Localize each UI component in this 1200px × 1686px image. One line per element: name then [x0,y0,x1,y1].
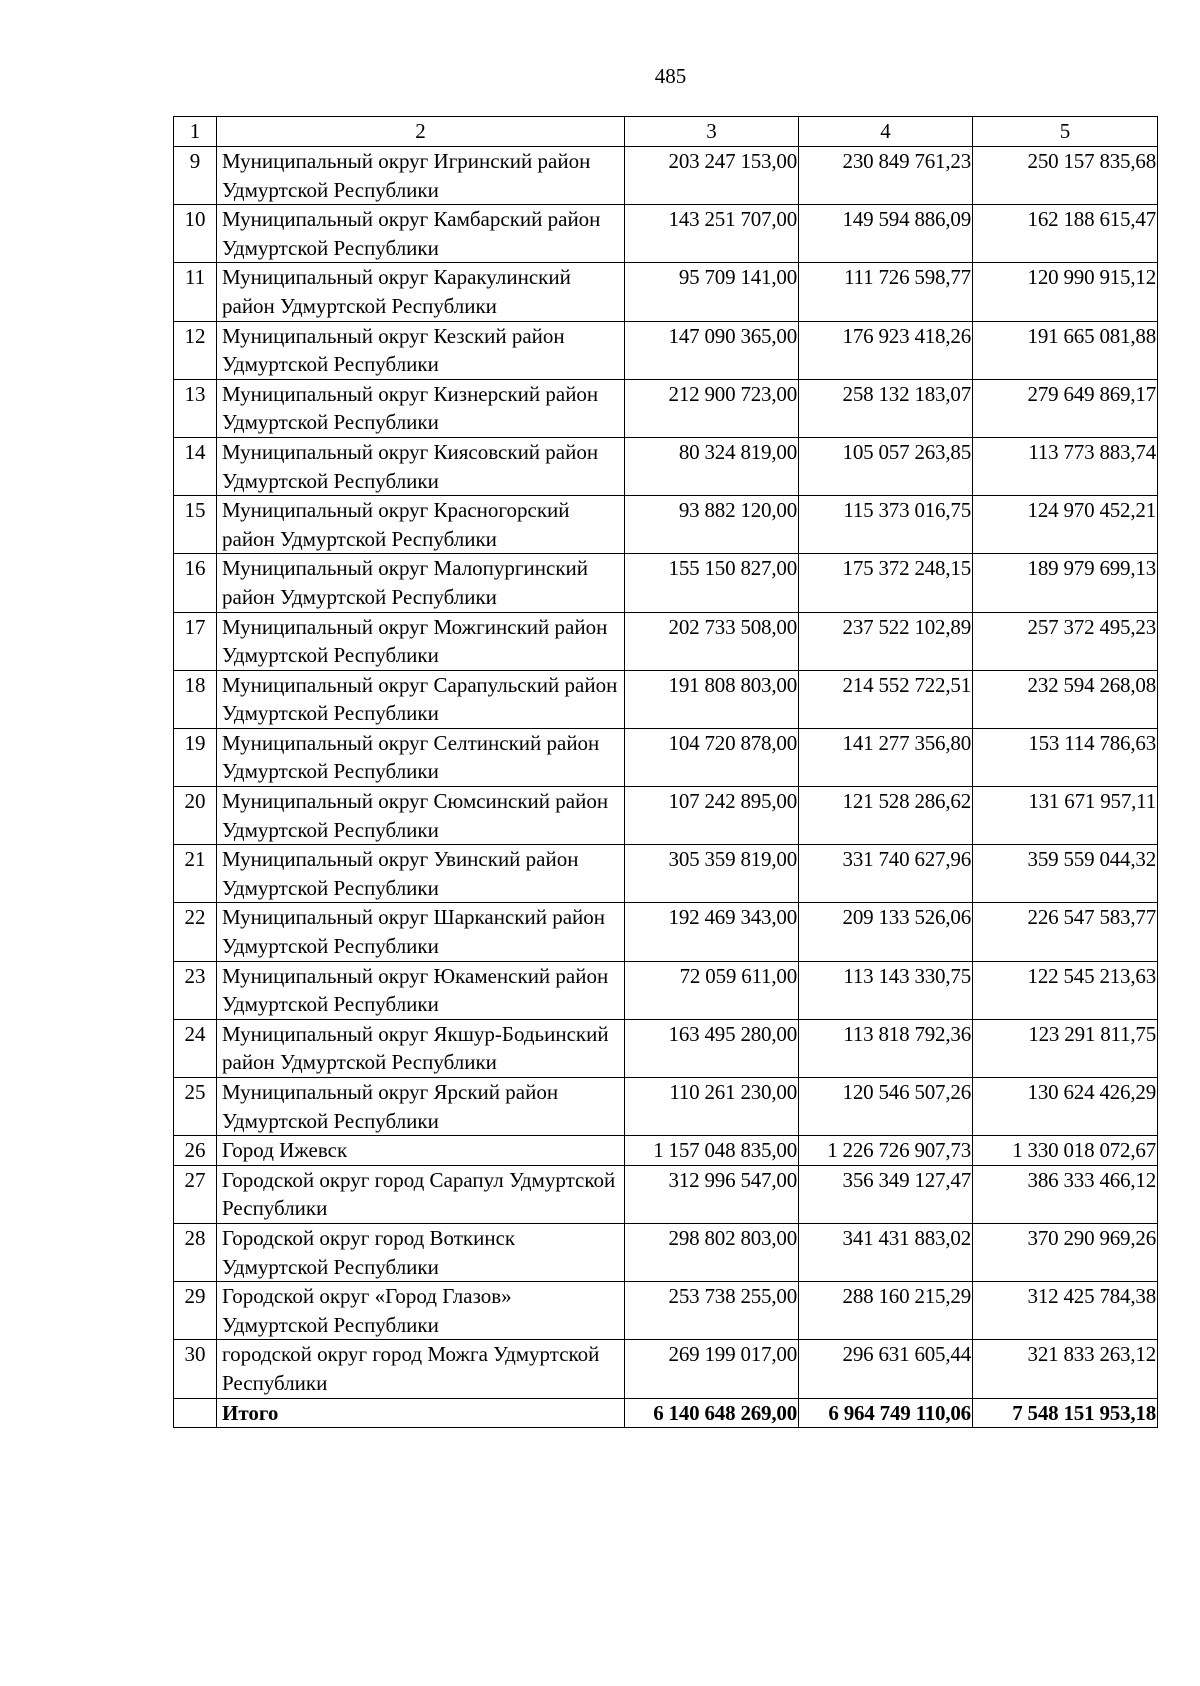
amount-column-5: 1 330 018 072,67 [973,1136,1158,1166]
amount-column-5: 232 594 268,08 [973,670,1158,728]
amount-column-4: 214 552 722,51 [799,670,973,728]
amount-column-4: 341 431 883,02 [799,1223,973,1281]
row-number: 21 [174,845,217,903]
municipality-name: Муниципальный округ Кизнерский район Удмуртской Республики [217,379,625,437]
amount-column-5: 113 773 883,74 [973,437,1158,495]
amount-column-3: 191 808 803,00 [625,670,799,728]
table-row [174,437,1158,495]
table-row [174,321,1158,379]
table-row [174,496,1158,554]
row-number: 24 [174,1019,217,1077]
amount-column-3: 147 090 365,00 [625,321,799,379]
amount-column-3: 93 882 120,00 [625,496,799,554]
amount-column-4: 113 143 330,75 [799,961,973,1019]
total-column-5: 7 548 151 953,18 [973,1398,1158,1428]
column-header-2: 2 [217,117,625,147]
row-number: 14 [174,437,217,495]
amount-column-4: 121 528 286,62 [799,787,973,845]
row-number: 29 [174,1282,217,1340]
table-row [174,1019,1158,1077]
municipality-name: Муниципальный округ Камбарский район Удмуртской Республики [217,205,625,263]
table-row [174,728,1158,786]
table-row [174,1136,1158,1166]
municipality-name: Муниципальный округ Игринский район Удмуртской Республики [217,147,625,205]
row-number: 19 [174,728,217,786]
table-footer [174,1398,1158,1428]
municipality-name: Город Ижевск [217,1136,625,1166]
amount-column-5: 122 545 213,63 [973,961,1158,1019]
municipality-name: Муниципальный округ Можгинский район Удмуртской Республики [217,612,625,670]
municipality-name: городской округ город Можга Удмуртской Республики [217,1340,625,1398]
amount-column-4: 230 849 761,23 [799,147,973,205]
table-row [174,379,1158,437]
amount-column-4: 111 726 598,77 [799,263,973,321]
table-row [174,1282,1158,1340]
row-number: 25 [174,1078,217,1136]
column-header-3: 3 [625,117,799,147]
row-number: 13 [174,379,217,437]
amount-column-5: 370 290 969,26 [973,1223,1158,1281]
municipality-name: Муниципальный округ Якшур-Бодьинский район Удмуртской Республики [217,1019,625,1077]
amount-column-3: 269 199 017,00 [625,1340,799,1398]
column-header-1: 1 [174,117,217,147]
municipality-name: Муниципальный округ Сарапульский район Удмуртской Республики [217,670,625,728]
amount-column-5: 191 665 081,88 [973,321,1158,379]
row-number: 28 [174,1223,217,1281]
amount-column-4: 331 740 627,96 [799,845,973,903]
table-header [174,117,1158,147]
table-row [174,205,1158,263]
amount-column-4: 176 923 418,26 [799,321,973,379]
amount-column-3: 305 359 819,00 [625,845,799,903]
table-row [174,961,1158,1019]
row-number: 23 [174,961,217,1019]
row-number: 17 [174,612,217,670]
row-number: 20 [174,787,217,845]
amount-column-3: 104 720 878,00 [625,728,799,786]
amount-column-4: 288 160 215,29 [799,1282,973,1340]
header-row [174,117,1158,147]
amount-column-3: 72 059 611,00 [625,961,799,1019]
amount-column-3: 312 996 547,00 [625,1165,799,1223]
amount-column-5: 120 990 915,12 [973,263,1158,321]
row-number: 22 [174,903,217,961]
amount-column-5: 123 291 811,75 [973,1019,1158,1077]
municipality-name: Муниципальный округ Малопургинский район Удмуртской Республики [217,554,625,612]
amount-column-3: 110 261 230,00 [625,1078,799,1136]
municipality-name: Муниципальный округ Сюмсинский район Удмуртской Республики [217,787,625,845]
page-number: 485 [654,64,687,88]
amount-column-3: 192 469 343,00 [625,903,799,961]
table-row [174,554,1158,612]
municipality-name: Муниципальный округ Киясовский район Удмуртской Республики [217,437,625,495]
amount-column-3: 1 157 048 835,00 [625,1136,799,1166]
column-header-4: 4 [799,117,973,147]
amount-column-4: 356 349 127,47 [799,1165,973,1223]
row-number: 30 [174,1340,217,1398]
amount-column-4: 120 546 507,26 [799,1078,973,1136]
amount-column-4: 113 818 792,36 [799,1019,973,1077]
amount-column-4: 105 057 263,85 [799,437,973,495]
row-number: 12 [174,321,217,379]
municipality-name: Муниципальный округ Кезский район Удмуртской Республики [217,321,625,379]
table-row [174,1223,1158,1281]
amount-column-4: 296 631 605,44 [799,1340,973,1398]
amount-column-5: 189 979 699,13 [973,554,1158,612]
row-number: 18 [174,670,217,728]
total-row [174,1398,1158,1428]
municipality-name: Муниципальный округ Красногорский район Удмуртской Республики [217,496,625,554]
table-row [174,1165,1158,1223]
row-number: 27 [174,1165,217,1223]
municipality-name: Муниципальный округ Каракулинский район Удмуртской Республики [217,263,625,321]
row-number: 26 [174,1136,217,1166]
amount-column-3: 298 802 803,00 [625,1223,799,1281]
amount-column-5: 226 547 583,77 [973,903,1158,961]
amount-column-5: 386 333 466,12 [973,1165,1158,1223]
row-number: 10 [174,205,217,263]
amount-column-4: 149 594 886,09 [799,205,973,263]
table-row [174,845,1158,903]
amount-column-5: 131 671 957,11 [973,787,1158,845]
row-number: 16 [174,554,217,612]
row-number: 9 [174,147,217,205]
amount-column-5: 359 559 044,32 [973,845,1158,903]
amount-column-5: 130 624 426,29 [973,1078,1158,1136]
amount-column-5: 312 425 784,38 [973,1282,1158,1340]
amount-column-3: 203 247 153,00 [625,147,799,205]
total-label: Итого [217,1398,625,1428]
amount-column-3: 155 150 827,00 [625,554,799,612]
amount-column-5: 153 114 786,63 [973,728,1158,786]
amount-column-4: 141 277 356,80 [799,728,973,786]
table-row [174,670,1158,728]
amount-column-5: 162 188 615,47 [973,205,1158,263]
table-row [174,787,1158,845]
total-column-3: 6 140 648 269,00 [625,1398,799,1428]
table-row [174,1340,1158,1398]
amount-column-3: 212 900 723,00 [625,379,799,437]
table-row [174,147,1158,205]
amount-column-3: 163 495 280,00 [625,1019,799,1077]
amount-column-5: 124 970 452,21 [973,496,1158,554]
table-row [174,1078,1158,1136]
municipality-name: Муниципальный округ Шарканский район Удмуртской Республики [217,903,625,961]
row-number: 11 [174,263,217,321]
table-row [174,612,1158,670]
amount-column-4: 1 226 726 907,73 [799,1136,973,1166]
amount-column-4: 115 373 016,75 [799,496,973,554]
table-row [174,903,1158,961]
municipality-name: Городской округ город Воткинск Удмуртской Республики [217,1223,625,1281]
amount-column-3: 143 251 707,00 [625,205,799,263]
amount-column-4: 209 133 526,06 [799,903,973,961]
total-column-4: 6 964 749 110,06 [799,1398,973,1428]
table-body [174,147,1158,1399]
municipality-name: Муниципальный округ Селтинский район Удмуртской Республики [217,728,625,786]
amount-column-4: 258 132 183,07 [799,379,973,437]
amount-column-3: 80 324 819,00 [625,437,799,495]
amount-column-5: 321 833 263,12 [973,1340,1158,1398]
municipality-name: Городской округ город Сарапул Удмуртской Республики [217,1165,625,1223]
municipality-name: Муниципальный округ Увинский район Удмуртской Республики [217,845,625,903]
amount-column-4: 175 372 248,15 [799,554,973,612]
amount-column-3: 202 733 508,00 [625,612,799,670]
total-row-number-cell [174,1398,217,1428]
municipality-name: Городской округ «Город Глазов» Удмуртской Республики [217,1282,625,1340]
budget-table [173,116,1158,1428]
municipality-name: Муниципальный округ Ярский район Удмуртской Республики [217,1078,625,1136]
amount-column-3: 253 738 255,00 [625,1282,799,1340]
amount-column-4: 237 522 102,89 [799,612,973,670]
amount-column-3: 107 242 895,00 [625,787,799,845]
municipality-name: Муниципальный округ Юкаменский район Удмуртской Республики [217,961,625,1019]
amount-column-5: 250 157 835,68 [973,147,1158,205]
column-header-5: 5 [973,117,1158,147]
amount-column-5: 257 372 495,23 [973,612,1158,670]
row-number: 15 [174,496,217,554]
amount-column-5: 279 649 869,17 [973,379,1158,437]
table-row [174,263,1158,321]
amount-column-3: 95 709 141,00 [625,263,799,321]
